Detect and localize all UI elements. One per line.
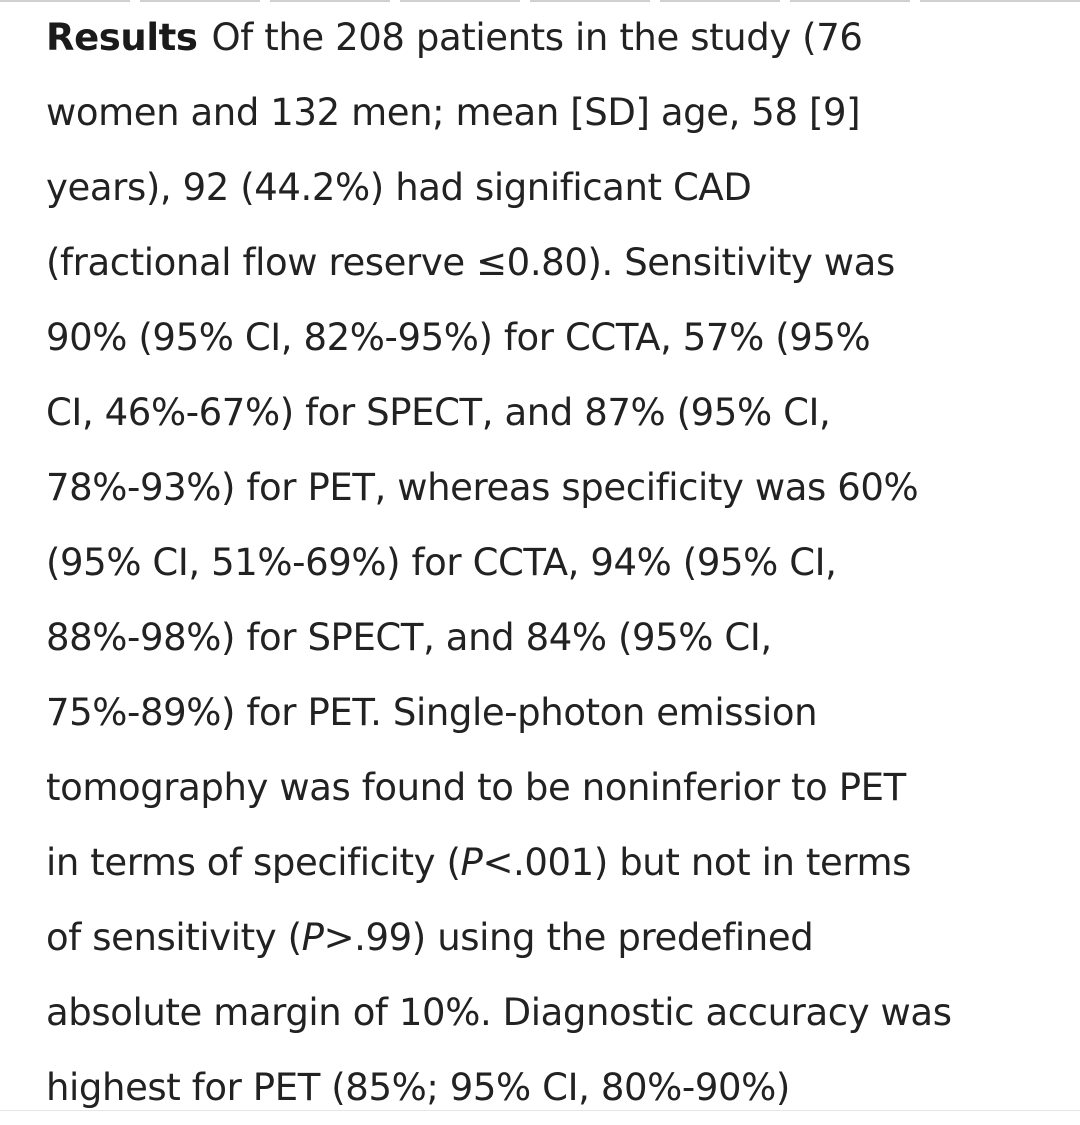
line-text: in terms of specificity (	[46, 841, 461, 884]
paragraph-line: CI, 46%-67%) for SPECT, and 87% (95% CI,	[46, 391, 831, 434]
paragraph-line: 75%-89%) for PET. Single-photon emission	[46, 691, 818, 734]
paragraph-line: (95% CI, 51%-69%) for CCTA, 94% (95% CI,	[46, 541, 837, 584]
paragraph-line: women and 132 men; mean [SD] age, 58 [9]	[46, 91, 861, 134]
results-paragraph	[46, 0, 1046, 1125]
paragraph-line	[46, 900, 1046, 975]
paragraph-line: 90% (95% CI, 82%-95%) for CCTA, 57% (95%	[46, 316, 871, 359]
paragraph-line: highest for PET (85%; 95% CI, 80%-90%)	[46, 1066, 790, 1109]
paragraph-line: (fractional flow reserve ≤0.80). Sensitivity was	[46, 241, 895, 284]
paragraph-line: years), 92 (44.2%) had significant CAD	[46, 166, 752, 209]
line-text: Of the 208 patients in the study (76	[211, 16, 863, 59]
paragraph-line: 88%-98%) for SPECT, and 84% (95% CI,	[46, 616, 772, 659]
line-text: >.99) using the predefined	[323, 916, 814, 959]
paragraph-line	[46, 0, 1046, 75]
paragraph-line: tomography was found to be noninferior to PET	[46, 766, 906, 809]
bottom-divider	[0, 1110, 1080, 1111]
paragraph-line	[46, 825, 1046, 900]
section-heading: Results	[46, 16, 198, 59]
line-text: of sensitivity (	[46, 916, 302, 959]
paragraph-line: absolute margin of 10%. Diagnostic accuracy was	[46, 991, 952, 1034]
line-text: <.001) but not in terms	[482, 841, 912, 884]
paragraph-line: 78%-93%) for PET, whereas specificity was 60%	[46, 466, 919, 509]
p-value-symbol: P	[460, 841, 483, 884]
p-value-symbol: P	[301, 916, 324, 959]
